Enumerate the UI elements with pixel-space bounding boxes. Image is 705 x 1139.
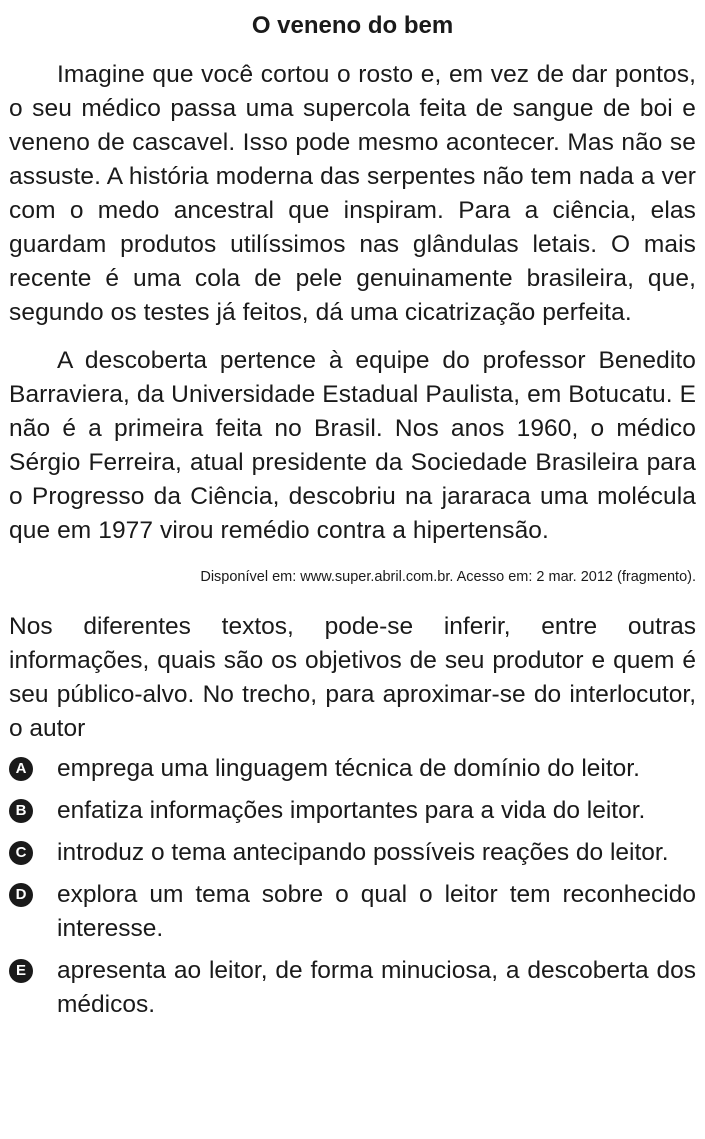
text-paragraph-2: A descoberta pertence à equipe do professor Benedito Barraviera, da Universidade Estadual Paulista, em Botucatu. E não é a primeira feita no Brasil. Nos anos 1960, o médico Sérgio Ferreira, atual presidente da Sociedade Brasileira para o Progresso da Ciência, descobriu na jararaca uma molécula que em 1977 virou remédio contra a hipertensão.	[9, 347, 697, 544]
option-letter-c-icon: C	[9, 841, 33, 865]
option-letter-d-icon: D	[9, 883, 33, 907]
option-a[interactable]	[9, 752, 696, 786]
option-text-e: apresenta ao leitor, de forma minuciosa, a descoberta dos médicos.	[57, 957, 696, 1018]
option-c[interactable]	[9, 836, 696, 870]
option-letter-b-icon: B	[9, 799, 33, 823]
option-e[interactable]	[9, 954, 696, 1022]
text-paragraph-1: Imagine que você cortou o rosto e, em vez de dar pontos, o seu médico passa uma supercola feita de sangue de boi e veneno de cascavel. Isso pode mesmo acontecer. Mas não se assuste. A história moderna das serpentes não tem nada a ver com o medo ancestral que inspiram. Para a ciência, elas guardam produtos utilíssimos nas glândulas letais. O mais recente é uma cola de pele genuinamente brasileira, que, segundo os testes já feitos, dá uma cicatrização perfeita.	[9, 61, 696, 326]
option-letter-e-icon: E	[9, 959, 33, 983]
source-citation: Disponível em: www.super.abril.com.br. Acesso em: 2 mar. 2012 (fragmento).	[200, 569, 696, 585]
text-title: O veneno do bem	[251, 12, 454, 39]
option-text-a: emprega uma linguagem técnica de domínio do leitor.	[57, 755, 640, 782]
option-letter-a-icon: A	[9, 757, 33, 781]
option-text-c: introduz o tema antecipando possíveis reações do leitor.	[57, 839, 669, 866]
question-prompt: Nos diferentes textos, pode-se inferir, entre outras informações, quais são os objetivos de seu produtor e quem é seu público-alvo. No trecho, para aproximar-se do interlocutor, o autor	[9, 613, 696, 742]
option-text-b: enfatiza informações importantes para a vida do leitor.	[57, 797, 646, 824]
option-d[interactable]	[9, 878, 696, 946]
answer-options	[9, 752, 696, 1022]
option-text-d: explora um tema sobre o qual o leitor tem reconhecido interesse.	[57, 881, 696, 942]
option-b[interactable]	[9, 794, 696, 828]
